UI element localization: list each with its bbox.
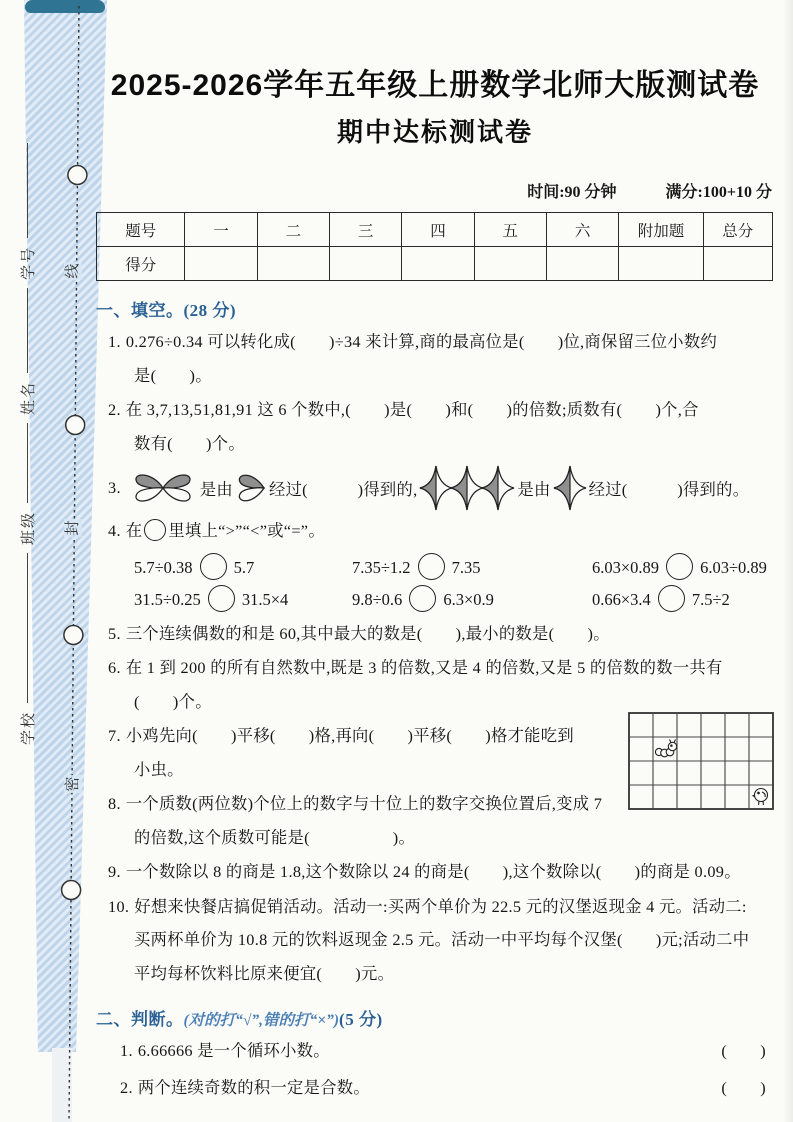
judgment-text [120,1071,370,1105]
field-line-name [27,288,28,373]
seal-char-line: 线 [65,263,81,279]
question-number: 5. [108,623,121,643]
score-table [96,212,773,281]
question-text: 数有( )个。 [134,433,245,453]
compare-circle [409,585,436,612]
expression-right: 7.5÷2 [691,589,730,609]
compare-item [352,553,592,580]
question-number: 7. [108,726,121,745]
question-text: 经过( )得到的。 [588,480,750,499]
field-label-school: 学校 [20,710,37,745]
question-text: 在 1 到 200 的所有自然数中,既是 3 的倍数,又是 4 的倍数,又是 5 的倍数的数一共有 [125,658,723,677]
exam-info-line [96,179,774,202]
expression-right: 6.03÷0.89 [700,557,767,577]
question-text: 一个数除以 8 的商是 1.8,这个数除以 24 的商是( ),这个数除以( )的商是 0.09。 [125,862,741,881]
compare-circle [658,585,685,612]
score-cell [546,247,618,281]
question-text: 买两杯单价为 10.8 元的饮料返现金 2.5 元。活动一中平均每个汉堡( )元;活动二中 [134,930,750,949]
compare-item [592,553,774,580]
score-cell [474,247,546,281]
th-total: 总分 [703,213,772,247]
question-number: 8. [108,794,121,813]
th-5: 五 [474,213,546,247]
question-text: 在 [125,521,143,540]
question-9 [108,855,774,889]
field-label-student-id: 学号 [20,245,37,280]
expression-left: 31.5÷0.25 [134,589,201,609]
paper-subtitle: 期中达标测试卷 [336,117,533,147]
section2-score: (5 分) [339,1010,383,1029]
question-2 [108,393,774,460]
score-cell [703,247,772,281]
compare-item [592,585,774,612]
question-text: 的倍数,这个质数可能是( )。 [134,827,416,847]
seal-char-feng: 封 [65,520,81,536]
student-info-fields [14,118,40,790]
question-text: 小鸡先向( )平移( )格,再向( )平移( )格才能吃到 [125,726,574,745]
score-cell [619,247,703,281]
expression-left: 6.03×0.89 [592,557,660,577]
field-line-school [27,553,28,703]
full-score-label: 满分:100+10 分 [665,184,772,201]
question-text: 是( )。 [134,365,212,385]
th-4: 四 [402,213,474,247]
expression-left: 5.7÷0.38 [134,557,193,577]
expression-left: 9.8÷0.6 [352,589,403,609]
question-text: 在 3,7,13,51,81,91 这 6 个数中,( )是( )和( )的倍数;质数有( )个,合 [125,400,699,419]
score-cell [330,247,402,281]
stars-row-figure [418,464,516,512]
question-text: 是由 [199,480,233,499]
score-table-score-row [97,247,773,281]
question-text: 里填上“>”“<”或“=”。 [168,521,325,540]
question-number: 2. [120,1077,133,1097]
question-number: 1. [120,1041,133,1060]
expression-left: 0.66×3.4 [592,589,651,609]
compare-item [134,585,352,612]
question-4-row-1 [134,553,774,580]
bowtie-figure [127,467,199,509]
paper-title: 2025-2026学年五年级上册数学北师大版测试卷 [110,69,760,102]
answer-blank: ( ) [721,1041,766,1060]
question-text: 小虫。 [134,759,184,779]
question-1 [108,325,774,392]
question-5 [108,617,774,651]
score-cell [185,247,257,281]
bowtie-unit-figure [234,468,268,508]
field-line-class [27,423,28,503]
field-label-name: 姓名 [20,380,37,415]
section2-title-text: 二、判断。 [96,1010,184,1029]
question-text: 是由 [517,480,551,499]
th-3: 三 [330,213,402,247]
answer-blank: ( ) [721,1077,766,1097]
question-text: 一个质数(两位数)个位上的数字与十位上的数字交换位置后,变成 7 [125,794,603,813]
section1-score: (28 分) [183,301,237,320]
compare-circle [666,553,693,580]
star-unit-figure [552,464,588,512]
seal-char-mi: 密 [65,776,81,792]
score-row-label: 得分 [97,247,185,281]
question-text: 6.66666 是一个循环小数。 [137,1041,330,1060]
th-bonus: 附加题 [619,213,703,247]
compare-circle [200,553,227,580]
question-text: 经过( )得到的, [268,480,418,499]
th-1: 一 [185,213,257,247]
question-number: 9. [108,862,121,881]
question-3 [108,464,774,512]
question-number: 1. [108,332,121,351]
field-label-class: 班级 [20,510,37,545]
question-number: 10. [108,896,130,916]
question-number: 6. [108,658,121,677]
question-text: 平均每杯饮料比原来便宜( )元。 [134,963,395,983]
question-4 [108,514,774,548]
time-label: 时间:90 分钟 [527,184,617,201]
question-text: ( )个。 [134,691,212,711]
judgment-2 [120,1071,774,1105]
question-6 [108,651,774,718]
judgment-1 [120,1034,774,1068]
grid-svg [628,712,774,810]
section1-title [96,296,774,321]
worm-icon [655,740,676,757]
compare-item [352,585,592,612]
expression-right: 5.7 [233,557,255,577]
expression-right: 7.35 [451,557,481,577]
th-6: 六 [546,213,618,247]
th-2: 二 [257,213,329,247]
question-number: 3. [108,478,121,497]
section1-title-text: 一、填空。 [96,301,184,320]
compare-item [134,553,352,580]
question-number: 4. [108,521,121,540]
score-cell [402,247,474,281]
score-table-header-row [97,213,773,247]
compare-circle [418,553,445,580]
field-line-student-id [27,143,28,238]
question-number: 2. [108,400,121,419]
question-text: 好想来快餐店搞促销活动。活动一:买两个单价为 22.5 元的汉堡返现金 4 元。活动二: [134,896,747,916]
compare-circle [144,519,166,541]
question-text: 0.276÷0.34 可以转化成( )÷34 来计算,商的最高位是( )位,商保留三位小数约 [125,332,718,351]
expression-left: 7.35÷1.2 [352,557,411,577]
judgment-text [120,1034,330,1068]
question-10 [108,890,774,991]
score-cell [257,247,329,281]
compare-circle [208,585,235,612]
question-4-row-2 [134,585,774,612]
expression-right: 31.5×4 [241,589,289,609]
question-text: 三个连续偶数的和是 60,其中最大的数是( ),最小的数是( )。 [125,623,610,643]
section2-title [96,1005,774,1030]
expression-right: 6.3×0.9 [443,589,494,609]
translation-grid-figure [628,712,774,815]
th-question-no: 题号 [97,213,185,247]
chick-icon [752,789,768,806]
question-text: 两个连续奇数的积一定是合数。 [137,1077,370,1097]
main-content [96,0,774,1107]
section2-note: (对的打“√”,错的打“×”) [183,1012,340,1029]
